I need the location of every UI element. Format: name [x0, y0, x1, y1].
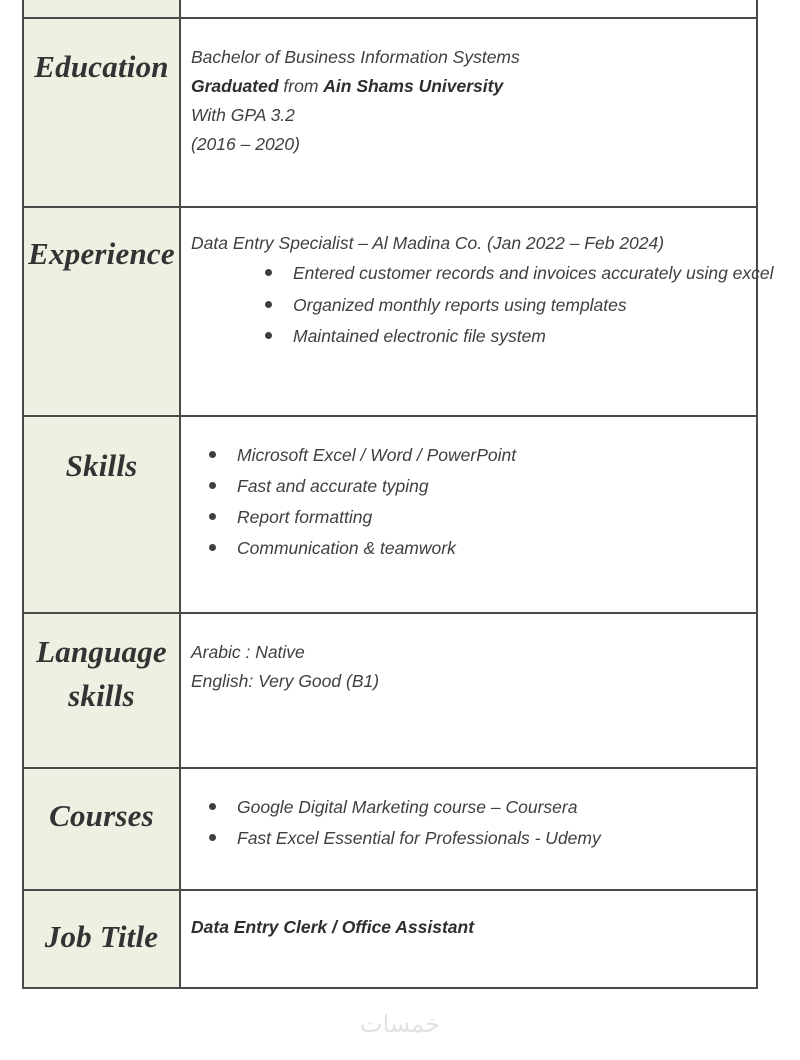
language-label-cell [23, 613, 180, 768]
list-item: Google Digital Marketing course – Coursera [181, 792, 756, 823]
experience-bullet-list [181, 258, 774, 353]
courses-bullet-list [181, 769, 756, 854]
language-english: English: Very Good (B1) [191, 671, 380, 691]
top-partial-row [23, 0, 757, 18]
language-arabic: Arabic : Native [191, 642, 305, 662]
list-item: Organized monthly reports using templates [181, 290, 756, 322]
education-years: (2016 – 2020) [191, 134, 300, 154]
education-content [180, 18, 757, 207]
job-title-label-cell [23, 890, 180, 988]
language-row [23, 613, 757, 768]
skills-label-cell [23, 416, 180, 613]
list-item: Report formatting [181, 502, 756, 533]
job-title-content [180, 890, 757, 988]
skills-bullet-list [181, 417, 756, 564]
top-partial-label [23, 0, 180, 18]
experience-label-cell [23, 207, 180, 416]
courses-content [180, 768, 757, 890]
cv-table [22, 0, 774, 989]
skills-content [180, 416, 757, 613]
experience-content [180, 207, 774, 416]
job-title-row [23, 890, 757, 988]
watermark: خمسات [359, 1010, 441, 1038]
education-label-cell [23, 18, 180, 207]
from-word: from [278, 76, 324, 96]
list-item: Communication & teamwork [181, 533, 756, 564]
education-gpa: With GPA 3.2 [191, 105, 295, 125]
job-title-label: Job Title [44, 919, 159, 954]
graduated-word: Graduated [191, 76, 279, 96]
education-row [23, 18, 757, 207]
language-label-line1: Language [36, 634, 167, 669]
list-item: Maintained electronic file system [181, 321, 756, 353]
skills-label: Skills [65, 448, 138, 483]
list-item: Microsoft Excel / Word / PowerPoint [181, 440, 756, 471]
list-item: Fast Excel Essential for Professionals - Udemy [181, 823, 756, 854]
job-title-value: Data Entry Clerk / Office Assistant [191, 917, 475, 937]
education-label: Education [34, 49, 169, 84]
top-partial-content [180, 0, 757, 18]
education-graduated-line [191, 72, 756, 101]
experience-row [23, 207, 757, 416]
language-content [180, 613, 757, 768]
language-label-line2: skills [68, 678, 135, 713]
list-item: Fast and accurate typing [181, 471, 756, 502]
education-degree: Bachelor of Business Information Systems [191, 47, 520, 67]
courses-label: Courses [49, 798, 154, 833]
experience-role: Data Entry Specialist – Al Madina Co. (Jan 2022 – Feb 2024) [191, 233, 665, 253]
courses-label-cell [23, 768, 180, 890]
experience-label: Experience [28, 236, 175, 271]
university-name: Ain Shams University [323, 76, 504, 96]
courses-row [23, 768, 757, 890]
skills-row [23, 416, 757, 613]
list-item: Entered customer records and invoices accurately using excel [181, 258, 756, 290]
